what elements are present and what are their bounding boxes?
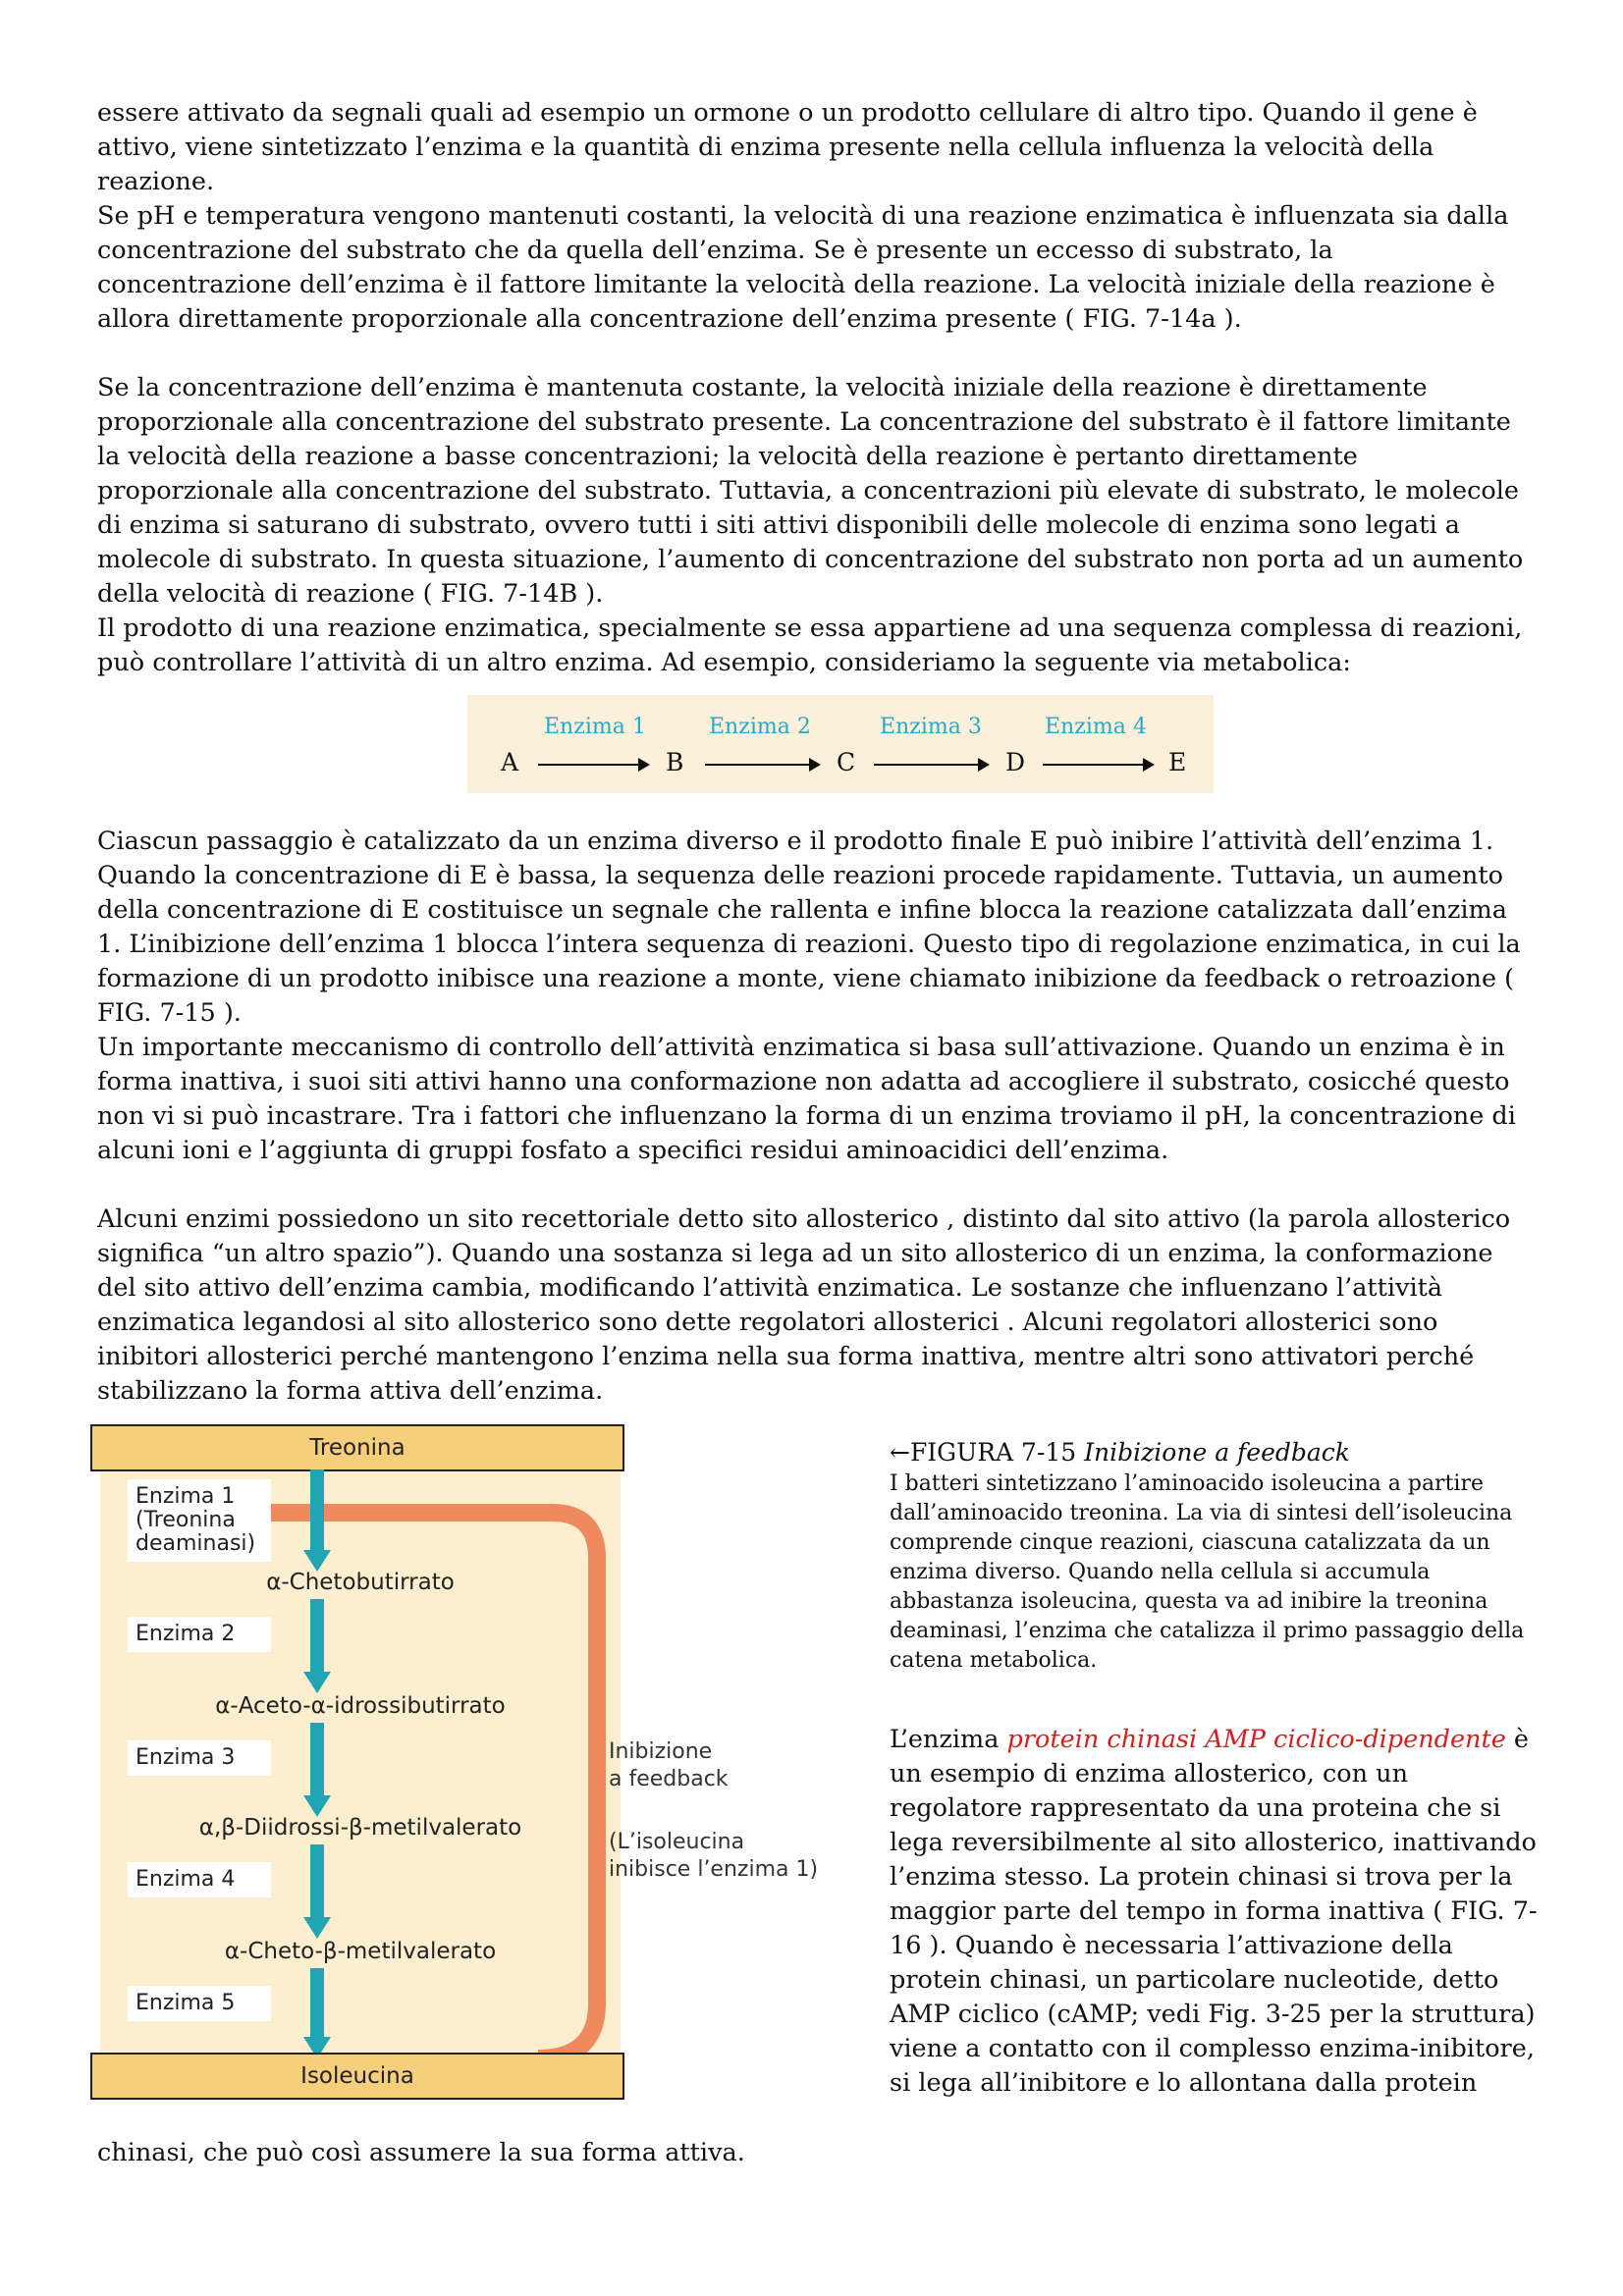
arrow-head bbox=[303, 1550, 331, 1572]
pathway-letter-b: B bbox=[666, 748, 684, 776]
pathway-letter-e: E bbox=[1168, 748, 1187, 776]
side-rest: è un esempio di enzima allosterico, con un regolatore rappresentato da una proteina che si lega reversibilmente al sito allosterico, inattivando l’enzima stesso. La protein chinasi si trova per la maggior parte del tempo in forma inattiva ( FIG. 7-16 ). Quando è necessaria l’attivazione della protein chinasi, un particolare nucleotide, detto AMP ciclico (cAMP; vedi Fig. 3-25 per la struttura) viene a contatto con il complesso enzima-inibitore, si lega all’inibitore e lo allontana dalla protein bbox=[890, 1725, 1538, 2098]
feedback-label-line: Inibizione bbox=[609, 1739, 713, 1764]
paragraph-2: Se pH e temperatura vengono mantenuti costanti, la velocità di una reazione enzimatica è influenzata sia dalla concentrazione del substrato che da quella dell’enzima. Se è presente un eccesso di substrato, la concentrazione dell’enzima è il fattore limitante la velocità della reazione. La velocità iniziale della reazione è allora direttamente proporzionale alla concentrazione dell’enzima presente ( FIG. 7-14a ). bbox=[97, 201, 1509, 334]
arrow-head bbox=[303, 1672, 331, 1693]
pathway-enzyme-3: Enzima 3 bbox=[880, 715, 982, 739]
isoleucine-box: Isoleucina bbox=[90, 2053, 624, 2100]
arrow-head bbox=[303, 1917, 331, 1939]
pathway-letter-c: C bbox=[837, 748, 856, 776]
paragraph-1: essere attivato da segnali quali ad esempio un ormone o un prodotto cellulare di altro tipo. Quando il gene è attivo, viene sintetizzato l’enzima e la quantità di enzima presente nella cellula influenza la velocità della reazione. bbox=[97, 98, 1478, 196]
feedback-inhibition-figure bbox=[88, 1424, 854, 2102]
intermediate-3: α,β-Diidrossi-β-metilvalerato bbox=[198, 1815, 522, 1841]
enzyme-1-sub: (Treonina bbox=[135, 1508, 236, 1532]
arrow-shaft bbox=[310, 1469, 324, 1552]
feedback-note-line: inibisce l’enzima 1) bbox=[609, 1857, 819, 1882]
arrow-head bbox=[303, 1795, 331, 1817]
arrow-shaft bbox=[310, 1599, 324, 1674]
pathway-arrow-3 bbox=[874, 764, 988, 766]
paragraph-3: Se la concentrazione dell’enzima è mantenuta costante, la velocità iniziale della reazione è direttamente proporzionale alla concentrazione del substrato presente. La concentrazione del substrato è il fattore limitante la velocità della reazione a basse concentrazioni; la velocità della reazione è pertanto direttamente proporzionale alla concentrazione del substrato. Tuttavia, a concentrazioni più elevate di substrato, le molecole di enzima si saturano di substrato, ovvero tutti i siti attivi disponibili delle molecole di enzima sono legati a molecole di substrato. In questa situazione, l’aumento di concentrazione del substrato non porta ad un aumento della velocità di reazione ( FIG. 7-14B ). bbox=[97, 373, 1524, 609]
arrow-shaft bbox=[310, 1968, 324, 2039]
enzyme-1-label: Enzima 1 bbox=[135, 1484, 236, 1509]
feedback-note bbox=[609, 1829, 818, 1884]
paragraph-7: Alcuni enzimi possiedono un sito recettoriale detto sito allosterico , distinto dal sito attivo (la parola allosterico significa “un altro spazio”). Quando una sostanza si lega ad un sito allosterico di un enzima, la conformazione del sito attivo dell’enzima cambia, modificando l’attività enzimatica. Le sostanze che influenzano l’attività enzimatica legandosi al sito allosterico sono dette regolatori allosterici . Alcuni regolatori allosterici sono inibitori allosterici perché mantengono l’enzima nella sua forma inattiva, mentre altri sono attivatori perché stabilizzano la forma attiva dell’enzima. bbox=[97, 1204, 1511, 1406]
pathway-enzyme-2: Enzima 2 bbox=[709, 715, 811, 739]
caption-title bbox=[890, 1436, 1538, 1469]
side-highlight: protein chinasi AMP ciclico-dipendente bbox=[1006, 1725, 1506, 1754]
paragraph-6: Un importante meccanismo di controllo dell’attività enzimatica si basa sull’attivazione. Quando un enzima è in forma inattiva, i suoi siti attivi hanno una conformazione non adatta ad accogliere il substrato, cosicché questo non vi si può incastrare. Tra i fattori che influenzano la forma di un enzima troviamo il pH, la concentrazione di alcuni ioni e l’aggiunta di gruppi fosfato a specifici residui aminoacidici dell’enzima. bbox=[97, 1033, 1516, 1165]
pathway-enzyme-4: Enzima 4 bbox=[1045, 715, 1147, 739]
enzyme-1-box bbox=[128, 1479, 271, 1562]
caption-title-text: Inibizione a feedback bbox=[1084, 1438, 1350, 1467]
paragraph-5: Ciascun passaggio è catalizzato da un enzima diverso e il prodotto finale E può inibire l’attività dell’enzima 1. Quando la concentrazione di E è bassa, la sequenza delle reazioni procede rapidamente. Tuttavia, un aumento della concentrazione di E costituisce un segnale che rallenta e infine blocca la reazione catalizzata dall’enzima 1. L’inibizione dell’enzima 1 blocca l’intera sequenza di reazioni. Questo tipo di regolazione enzimatica, in cui la formazione di un prodotto inibisce una reazione a monte, viene chiamato inibizione da feedback o retroazione ( FIG. 7-15 ). bbox=[97, 827, 1521, 1028]
intermediate-4: α-Cheto-β-metilvalerato bbox=[224, 1939, 497, 1964]
enzyme-3-box: Enzima 3 bbox=[128, 1740, 271, 1776]
pathway-arrow-4 bbox=[1043, 764, 1153, 766]
caption-prefix: ←FIGURA 7-15 bbox=[890, 1438, 1077, 1467]
arrow-shaft bbox=[310, 1723, 324, 1797]
paragraph-4: Il prodotto di una reazione enzimatica, specialmente se essa appartiene ad una sequenza complessa di reazioni, può controllare l’attività di un altro enzima. Ad esempio, consideriamo la seguente via metabolica: bbox=[97, 614, 1523, 677]
threonine-box: Treonina bbox=[90, 1424, 624, 1471]
enzyme-2-box: Enzima 2 bbox=[128, 1617, 271, 1652]
figure-caption bbox=[890, 1436, 1538, 1676]
arrow-shaft bbox=[310, 1844, 324, 1919]
pathway-letter-d: D bbox=[1005, 748, 1026, 776]
side-lead: L’enzima bbox=[890, 1725, 1007, 1754]
metabolic-pathway-figure bbox=[467, 695, 1214, 793]
intermediate-1: α-Chetobutirrato bbox=[266, 1570, 455, 1595]
pathway-arrow-2 bbox=[705, 764, 819, 766]
pathway-letter-a: A bbox=[501, 748, 519, 776]
enzyme-4-box: Enzima 4 bbox=[128, 1862, 271, 1897]
enzyme-5-box: Enzima 5 bbox=[128, 1986, 271, 2021]
feedback-label-line: a feedback bbox=[609, 1767, 729, 1791]
feedback-label bbox=[609, 1738, 729, 1793]
enzyme-1-sub: deaminasi) bbox=[135, 1531, 256, 1556]
pathway-enzyme-1: Enzima 1 bbox=[544, 715, 646, 739]
paragraph-8: chinasi, che può così assumere la sua forma attiva. bbox=[97, 2138, 745, 2167]
feedback-note-line: (L’isoleucina bbox=[609, 1830, 745, 1854]
intermediate-2: α-Aceto-α-idrossibutirrato bbox=[215, 1693, 506, 1719]
pathway-arrow-1 bbox=[538, 764, 648, 766]
caption-text: I batteri sintetizzano l’aminoacido isoleucina a partire dall’aminoacido treonina. La via di sintesi dell’isoleucina comprende cinque reazioni, ciascuna catalizzata da un enzima diverso. Quando nella cellula si accumula abbastanza isoleucina, questa va ad inibire la treonina deaminasi, l’enzima che catalizza il primo passaggio della catena metabolica. bbox=[890, 1471, 1525, 1673]
side-paragraph bbox=[890, 1723, 1538, 2101]
